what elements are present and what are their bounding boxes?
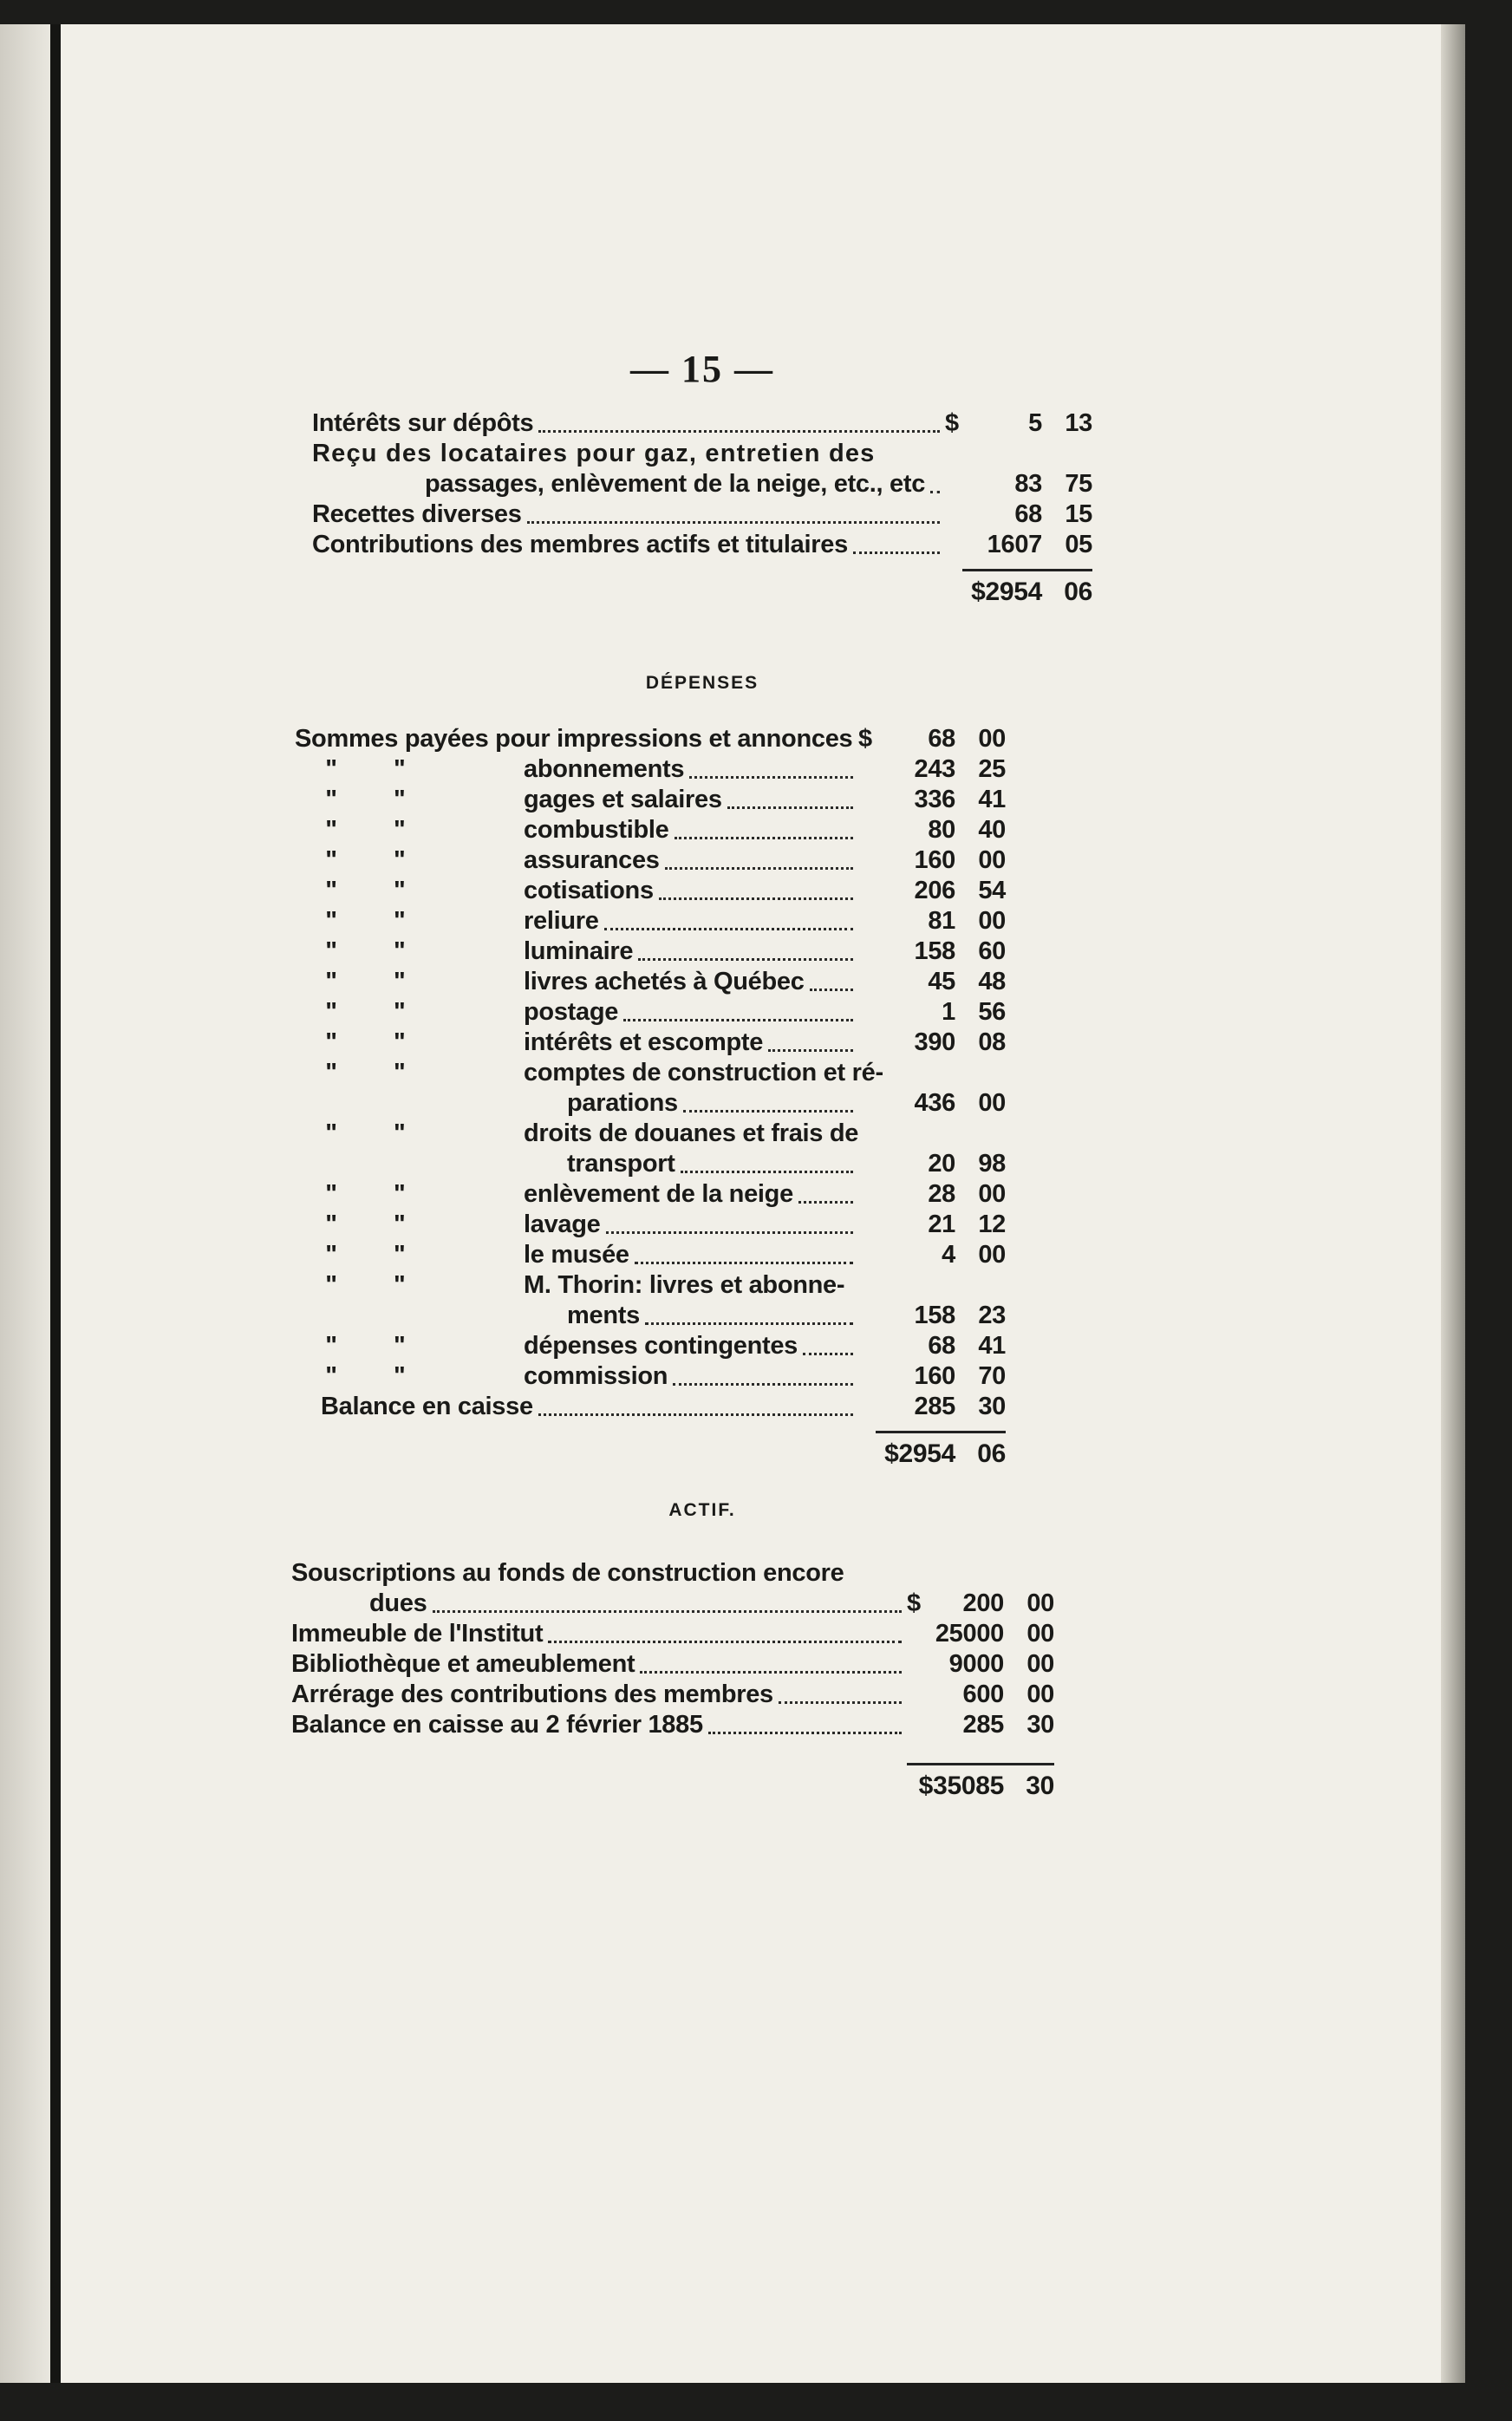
amount-dollars: 45 <box>928 968 955 995</box>
dot-leader <box>538 429 940 433</box>
ledger-row <box>295 1361 1006 1392</box>
row-label-line1: Souscriptions au fonds de construction encore <box>291 1559 844 1587</box>
row-label: Balance en caisse <box>321 1393 533 1420</box>
row-label: Sommes payées pour impressions et annonces <box>295 725 853 753</box>
amount-cents: 08 <box>978 1028 1006 1056</box>
ditto-mark: " <box>394 1119 406 1147</box>
ledger-row-line1 <box>295 1270 1006 1301</box>
ledger-row <box>295 1331 1006 1361</box>
ledger-row <box>295 876 1006 906</box>
amount-dollars: 81 <box>928 907 955 935</box>
dot-leader <box>538 1413 853 1416</box>
ditto-mark: " <box>325 1362 337 1390</box>
ditto-mark: " <box>325 1332 337 1360</box>
amount-dollars: 336 <box>914 786 955 813</box>
row-label: dépenses contingentes <box>524 1332 798 1360</box>
amount-dollars: 80 <box>928 816 955 844</box>
ditto-mark: " <box>394 846 406 874</box>
page-number: — 15 — <box>630 348 774 390</box>
depenses-section <box>295 724 1006 1469</box>
dot-leader <box>779 1700 902 1704</box>
amount-cents: 41 <box>978 786 1006 813</box>
dot-leader <box>635 1261 853 1264</box>
ledger-row <box>291 1710 1054 1740</box>
amount-cents: 40 <box>978 816 1006 844</box>
ledger-row <box>295 1028 1006 1058</box>
ledger-row <box>312 408 1092 439</box>
amount-dollars: 1607 <box>987 531 1042 558</box>
page-edge-shadow <box>1441 24 1465 2383</box>
dot-leader <box>810 988 853 991</box>
amount-cents: 54 <box>978 877 1006 904</box>
ditto-mark: " <box>325 1180 337 1208</box>
total-currency: $ <box>971 578 986 606</box>
amount-dollars: 200 <box>962 1589 1004 1617</box>
ledger-row <box>295 785 1006 815</box>
ledger-row <box>291 1589 1054 1619</box>
row-label-line1: droits de douanes et frais de <box>524 1119 859 1147</box>
dot-leader <box>689 775 853 779</box>
dot-leader <box>665 866 853 870</box>
ledger-row <box>291 1649 1054 1680</box>
dot-leader <box>675 836 854 839</box>
amount-cents: 56 <box>978 998 1006 1026</box>
ditto-mark: " <box>394 1180 406 1208</box>
ledger-row <box>295 936 1006 967</box>
ditto-mark: " <box>394 937 406 965</box>
total-currency: $ <box>884 1439 899 1468</box>
ledger-row <box>295 1210 1006 1240</box>
total-rule <box>907 1763 1054 1765</box>
dot-leader <box>606 1230 854 1234</box>
ditto-mark: " <box>394 1241 406 1269</box>
ledger-row-line1 <box>295 1058 1006 1088</box>
amount-dollars: 285 <box>914 1393 955 1420</box>
ditto-mark: " <box>325 998 337 1026</box>
amount-cents: 25 <box>978 755 1006 783</box>
ditto-mark: " <box>394 1271 406 1299</box>
amount-dollars: 83 <box>1014 470 1042 498</box>
total-rule <box>962 569 1092 571</box>
amount-dollars: 206 <box>914 877 955 904</box>
ditto-mark: " <box>325 1210 337 1238</box>
ditto-mark: " <box>394 998 406 1026</box>
ledger-row <box>295 967 1006 997</box>
amount-dollars: 390 <box>914 1028 955 1056</box>
total-dollars: 2954 <box>898 1439 955 1468</box>
amount-cents: 30 <box>1026 1711 1054 1739</box>
row-label: gages et salaires <box>524 786 722 813</box>
dot-leader <box>623 1018 853 1021</box>
ledger-content <box>291 348 1092 1801</box>
ditto-mark: " <box>325 1119 337 1147</box>
ledger-row <box>312 469 1092 499</box>
amount-dollars: 600 <box>962 1680 1004 1708</box>
amount-cents: 23 <box>978 1302 1006 1329</box>
amount-cents: 00 <box>978 907 1006 935</box>
ditto-mark: " <box>394 968 406 995</box>
dot-leader <box>433 1609 903 1613</box>
document-page <box>0 24 1465 2383</box>
amount-dollars: 68 <box>928 1332 955 1360</box>
row-label: postage <box>524 998 619 1026</box>
total-rule <box>876 1431 1006 1433</box>
row-label: lavage <box>524 1210 601 1238</box>
ledger-row <box>295 997 1006 1028</box>
amount-dollars: 5 <box>1028 409 1042 437</box>
amount-dollars: 20 <box>928 1150 955 1178</box>
ditto-mark: " <box>325 1028 337 1056</box>
row-label-line1: comptes de construction et ré- <box>524 1059 883 1087</box>
amount-cents: 00 <box>978 1180 1006 1208</box>
row-label: intérêts et escompte <box>524 1028 764 1056</box>
ledger-row <box>291 1619 1054 1649</box>
row-label: reliure <box>524 907 599 935</box>
row-label: enlèvement de la neige <box>524 1180 793 1208</box>
row-label: transport <box>567 1150 675 1178</box>
amount-cents: 13 <box>1065 409 1092 437</box>
ditto-mark: " <box>394 816 406 844</box>
dot-leader <box>853 551 940 554</box>
amount-dollars: 243 <box>914 755 955 783</box>
amount-dollars: 158 <box>914 1302 955 1329</box>
ditto-mark: " <box>325 968 337 995</box>
dot-leader <box>645 1321 853 1325</box>
row-label: dues <box>369 1589 427 1617</box>
row-label: livres achetés à Québec <box>524 968 805 995</box>
total-cents: 06 <box>977 1439 1006 1468</box>
amount-cents: 41 <box>978 1332 1006 1360</box>
amount-dollars: 436 <box>914 1089 955 1117</box>
amount-cents: 00 <box>1026 1620 1054 1648</box>
ditto-mark: " <box>394 1059 406 1087</box>
amount-cents: 05 <box>1065 531 1092 558</box>
row-label: ments <box>567 1302 640 1329</box>
actif-total-row <box>291 1771 1054 1801</box>
row-label: Balance en caisse au 2 février 1885 <box>291 1711 703 1739</box>
row-label: Bibliothèque et ameublement <box>291 1650 635 1678</box>
row-label: passages, enlèvement de la neige, etc., etc <box>425 470 926 498</box>
amount-dollars: 4 <box>942 1241 955 1269</box>
ledger-row-line1 <box>295 1119 1006 1149</box>
amount-cents: 15 <box>1065 500 1092 528</box>
ditto-mark: " <box>394 786 406 813</box>
amount-cents: 00 <box>978 846 1006 874</box>
ledger-row <box>295 1088 1006 1119</box>
row-label: combustible <box>524 816 669 844</box>
ditto-mark: " <box>325 1059 337 1087</box>
ledger-row <box>295 845 1006 876</box>
ditto-mark: " <box>325 937 337 965</box>
row-label: Arrérage des contributions des membres <box>291 1680 773 1708</box>
ledger-row <box>291 1680 1054 1710</box>
amount-dollars: 21 <box>928 1210 955 1238</box>
ledger-row <box>295 1392 1006 1422</box>
depenses-total-row <box>295 1439 1006 1469</box>
amount-cents: 70 <box>978 1362 1006 1390</box>
amount-cents: 48 <box>978 968 1006 995</box>
ditto-mark: " <box>325 786 337 813</box>
row-label: Intérêts sur dépôts <box>312 409 534 437</box>
actif-heading: ACTIF. <box>668 1500 736 1520</box>
ditto-mark: " <box>394 877 406 904</box>
row-label: Immeuble de l'Institut <box>291 1620 544 1648</box>
ledger-row <box>295 724 1006 754</box>
depenses-heading: DÉPENSES <box>645 673 759 693</box>
row-label: commission <box>524 1362 668 1390</box>
amount-cents: 00 <box>978 1089 1006 1117</box>
ledger-row <box>312 499 1092 530</box>
amount-dollars: 28 <box>928 1180 955 1208</box>
dot-leader <box>683 1109 853 1113</box>
ledger-row <box>295 754 1006 785</box>
ditto-mark: " <box>325 816 337 844</box>
row-label: assurances <box>524 846 660 874</box>
total-cents: 30 <box>1026 1772 1054 1800</box>
dot-leader <box>604 927 853 930</box>
ditto-mark: " <box>325 846 337 874</box>
dot-leader <box>527 520 940 524</box>
dot-leader <box>640 1670 902 1674</box>
recettes-total-row <box>312 577 1092 607</box>
amount-cents: 00 <box>978 1241 1006 1269</box>
amount-dollars: 68 <box>928 725 955 753</box>
dot-leader <box>727 806 853 809</box>
total-dollars: 35085 <box>933 1772 1004 1800</box>
amount-dollars: 25000 <box>935 1620 1004 1648</box>
ditto-mark: " <box>394 1362 406 1390</box>
recettes-section <box>312 408 1092 607</box>
ditto-mark: " <box>325 877 337 904</box>
row-label: Recettes diverses <box>312 500 522 528</box>
ditto-mark: " <box>394 1210 406 1238</box>
gutter-shade <box>0 24 50 2383</box>
row-label: cotisations <box>524 877 654 904</box>
depenses-rows <box>295 754 1006 1392</box>
ledger-row <box>312 530 1092 560</box>
amount-dollars: 160 <box>914 846 955 874</box>
amount-cents: 00 <box>1026 1589 1054 1617</box>
amount-dollars: 285 <box>962 1711 1004 1739</box>
row-label: le musée <box>524 1241 629 1269</box>
amount-cents: 00 <box>1026 1650 1054 1678</box>
dot-leader <box>673 1382 853 1386</box>
ditto-mark: " <box>325 907 337 935</box>
amount-cents: 60 <box>978 937 1006 965</box>
ledger-row <box>295 1301 1006 1331</box>
amount-dollars: 1 <box>942 998 955 1026</box>
row-label: parations <box>567 1089 678 1117</box>
ledger-row-line1 <box>291 1558 1054 1589</box>
ledger-row <box>295 1240 1006 1270</box>
ditto-mark: " <box>325 755 337 783</box>
dot-leader <box>638 957 853 961</box>
amount-cents: 00 <box>978 725 1006 753</box>
amount-dollars: 68 <box>1014 500 1042 528</box>
dot-leader <box>803 1352 853 1355</box>
amount-cents: 12 <box>978 1210 1006 1238</box>
ditto-mark: " <box>394 1028 406 1056</box>
amount-dollars: 9000 <box>948 1650 1004 1678</box>
dot-leader <box>798 1200 853 1204</box>
amount-cents: 30 <box>978 1393 1006 1420</box>
ditto-mark: " <box>394 755 406 783</box>
ledger-row <box>295 1179 1006 1210</box>
row-label: abonnements <box>524 755 685 783</box>
dot-leader <box>659 897 853 900</box>
ditto-mark: " <box>325 1271 337 1299</box>
actif-section <box>291 1558 1054 1801</box>
dot-leader <box>681 1170 853 1173</box>
row-label: luminaire <box>524 937 634 965</box>
ledger-row-line1 <box>312 439 1092 469</box>
amount-cents: 00 <box>1026 1680 1054 1708</box>
row-label-line1: Reçu des locataires pour gaz, entretien des <box>312 440 876 467</box>
ditto-mark: " <box>394 1332 406 1360</box>
amount-dollars: 160 <box>914 1362 955 1390</box>
total-currency: $ <box>918 1772 934 1800</box>
dot-leader <box>548 1640 902 1643</box>
row-label-line1: M. Thorin: livres et abonne- <box>524 1271 845 1299</box>
row-label: Contributions des membres actifs et titulaires <box>312 531 848 558</box>
ledger-row <box>295 815 1006 845</box>
currency-sign: $ <box>858 725 872 753</box>
amount-cents: 75 <box>1065 470 1092 498</box>
dot-leader <box>768 1048 853 1052</box>
amount-cents: 98 <box>978 1150 1006 1178</box>
dot-leader <box>930 490 940 493</box>
total-cents: 06 <box>1064 578 1092 606</box>
total-dollars: 2954 <box>985 578 1042 606</box>
ditto-mark: " <box>394 907 406 935</box>
ledger-row <box>295 1149 1006 1179</box>
dot-leader <box>708 1731 902 1734</box>
amount-dollars: 158 <box>914 937 955 965</box>
ditto-mark: " <box>325 1241 337 1269</box>
currency-sign: $ <box>945 409 959 437</box>
currency-sign: $ <box>907 1589 921 1617</box>
gutter-binding <box>50 24 61 2383</box>
ledger-row <box>295 906 1006 936</box>
